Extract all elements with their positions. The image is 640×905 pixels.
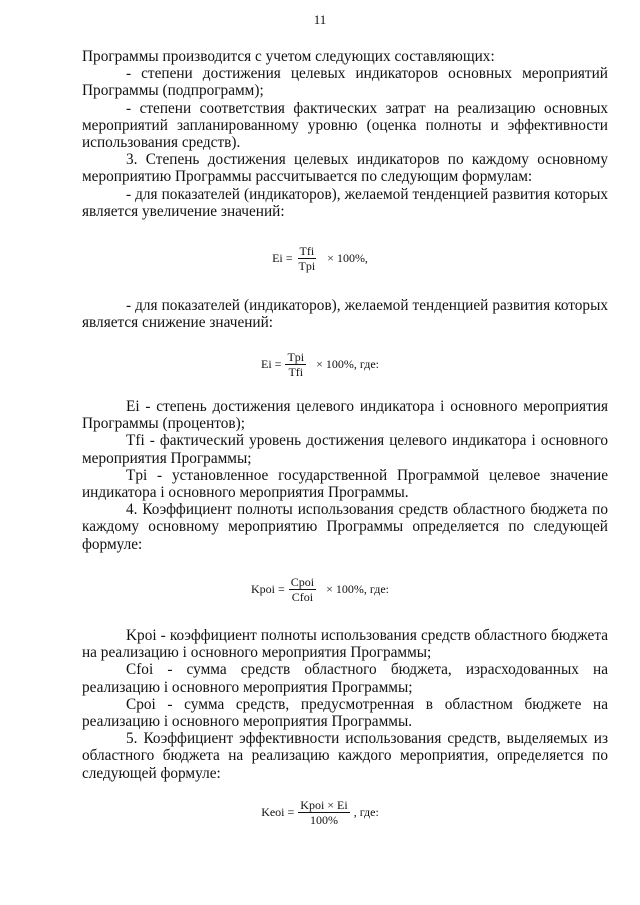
intro-block — [82, 48, 608, 220]
fraction-numerator: Cpoi — [290, 575, 315, 589]
formula-suffix: × 100%, где: — [316, 357, 379, 371]
fraction-denominator: 100% — [310, 813, 338, 827]
fraction — [289, 575, 316, 604]
section-5-paragraph: 5. Коэффициент эффективности использования средств, выделяемых из областного бюджета на реализацию каждого мероприятия, определяется по следующей формуле: — [82, 730, 608, 782]
formula-ei-decrease — [0, 350, 640, 379]
formula-lhs: Keoi = — [261, 805, 295, 819]
definition-tfi: Tfi - фактический уровень достижения целевого индикатора i основного мероприятия Программы; — [82, 432, 608, 467]
formula-ei-increase — [0, 244, 640, 273]
section-3-paragraph: 3. Степень достижения целевых индикаторов по каждому основному мероприятию Программы рассчитывается по следующим формулам: — [82, 151, 608, 186]
fraction-denominator: Tpi — [298, 259, 316, 273]
fraction-numerator: Tpi — [287, 350, 305, 364]
formula-lhs: Ei = — [272, 251, 293, 265]
intro-lead: Программы производится с учетом следующих составляющих: — [82, 48, 495, 65]
fraction — [297, 244, 318, 273]
formula-suffix: , где: — [353, 805, 379, 819]
definitions-block-2 — [82, 627, 608, 782]
definition-ei: Ei - степень достижения целевого индикатора i основного мероприятия Программы (процентов); — [82, 398, 608, 433]
formula-kpoi — [0, 575, 640, 604]
increase-indicators-text: - для показателей (индикаторов), желаемой тенденцией развития которых является увеличение значений: — [82, 185, 608, 220]
fraction-numerator: Kpoi × Ei — [300, 798, 348, 812]
fraction-numerator: Tfi — [299, 244, 315, 258]
formula-suffix: × 100%, — [327, 251, 368, 265]
page-number: 11 — [313, 12, 327, 27]
formula-suffix: × 100%, где: — [326, 582, 389, 596]
definition-tpi: Tpi - установленное государственной Программой целевое значение индикатора i основного мероприятия Программы. — [82, 466, 608, 502]
fraction-denominator: Tfi — [288, 365, 304, 379]
fraction — [285, 350, 306, 379]
formula-keoi — [0, 798, 640, 827]
decrease-block — [82, 297, 608, 331]
definition-cpoi: Cpoi - сумма средств, предусмотренная в областном бюджете на реализацию i основного мероприятия Программы. — [82, 695, 608, 731]
definitions-block-1 — [82, 398, 608, 553]
intro-item-1: - степени достижения целевых индикаторов основных мероприятий Программы (подпрограмм); — [82, 65, 608, 100]
definition-kpoi: Kpoi - коэффициент полноты использования средств областного бюджета на реализацию i основного мероприятия Программы; — [82, 627, 608, 662]
section-4-paragraph: 4. Коэффициент полноты использования средств областного бюджета по каждому основному мероприятию Программы определяется по следующей формуле: — [82, 501, 608, 553]
formula-lhs: Ei = — [261, 357, 282, 371]
definition-cfoi: Cfoi - сумма средств областного бюджета, израсходованных на реализацию i основного мероприятия Программы; — [82, 661, 608, 696]
fraction — [298, 798, 349, 827]
formula-lhs: Kpoi = — [251, 582, 285, 596]
intro-item-2: - степени соответствия фактических затрат на реализацию основных мероприятий запланированному уровню (оценка полноты и эффективности использования средств). — [82, 99, 608, 152]
decrease-indicators-text: - для показателей (индикаторов), желаемой тенденцией развития которых является снижение значений: — [82, 297, 608, 332]
fraction-denominator: Cfoi — [291, 590, 314, 604]
